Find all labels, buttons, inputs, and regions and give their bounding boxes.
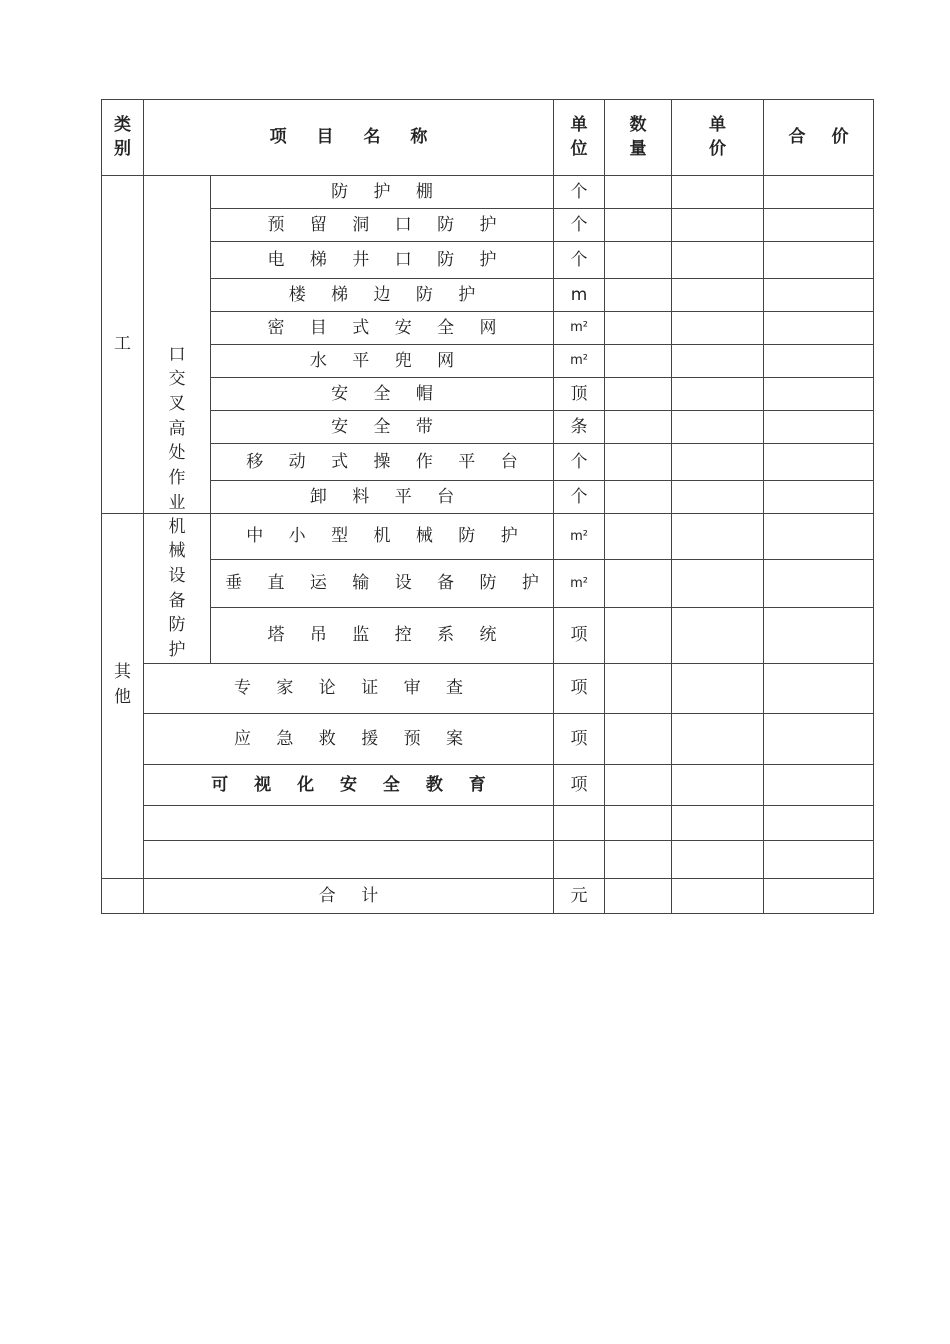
item-name-empty[interactable]	[144, 806, 554, 841]
table-row-empty	[102, 841, 874, 879]
safety-cost-table	[101, 99, 874, 914]
table-row	[102, 279, 874, 312]
item-name: 电 梯 井 口 防 护	[211, 242, 554, 279]
item-name: 专 家 论 证 审 查	[144, 664, 554, 714]
item-unit: m²	[554, 560, 605, 608]
total-cell[interactable]	[764, 411, 874, 444]
quantity-cell[interactable]	[605, 345, 672, 378]
unit-price-cell[interactable]	[672, 714, 764, 765]
quantity-cell[interactable]	[605, 806, 672, 841]
total-cell[interactable]	[764, 608, 874, 664]
unit-price-cell[interactable]	[672, 209, 764, 242]
item-name: 移 动 式 操 作 平 台	[211, 444, 554, 481]
total-cell[interactable]	[764, 279, 874, 312]
header-total: 合 价	[764, 100, 874, 176]
unit-price-cell[interactable]	[672, 312, 764, 345]
table-row	[102, 378, 874, 411]
item-name: 密 目 式 安 全 网	[211, 312, 554, 345]
header-row	[102, 100, 874, 176]
quantity-cell[interactable]	[605, 560, 672, 608]
quantity-cell[interactable]	[605, 514, 672, 560]
item-name: 安 全 带	[211, 411, 554, 444]
total-cell[interactable]	[764, 176, 874, 209]
unit-price-cell[interactable]	[672, 242, 764, 279]
item-name: 楼 梯 边 防 护	[211, 279, 554, 312]
unit-price-cell[interactable]	[672, 608, 764, 664]
cost-table-container	[101, 99, 874, 914]
total-row-category-cell	[102, 879, 144, 914]
table-row	[102, 312, 874, 345]
table-row	[102, 481, 874, 514]
item-unit: m²	[554, 514, 605, 560]
header-unit: 单位	[554, 100, 605, 176]
item-name-empty[interactable]	[144, 841, 554, 879]
category-label: 工	[114, 334, 131, 355]
table-row	[102, 765, 874, 806]
quantity-cell[interactable]	[605, 444, 672, 481]
subcategory-cell-machinery	[144, 514, 211, 664]
item-name: 水 平 兜 网	[211, 345, 554, 378]
unit-price-cell[interactable]	[672, 514, 764, 560]
table-row	[102, 411, 874, 444]
subcategory-label: 机械设备防护	[168, 516, 186, 660]
item-unit: 顶	[554, 378, 605, 411]
unit-price-cell[interactable]	[672, 765, 764, 806]
total-unit-price-cell[interactable]	[672, 879, 764, 914]
total-cell[interactable]	[764, 514, 874, 560]
table-row	[102, 209, 874, 242]
total-quantity-cell[interactable]	[605, 879, 672, 914]
total-cell[interactable]	[764, 209, 874, 242]
item-name: 中 小 型 机 械 防 护	[211, 514, 554, 560]
quantity-cell[interactable]	[605, 411, 672, 444]
total-cell[interactable]	[764, 765, 874, 806]
unit-price-cell[interactable]	[672, 279, 764, 312]
item-unit: 条	[554, 411, 605, 444]
total-cell[interactable]	[764, 806, 874, 841]
item-unit: 项	[554, 608, 605, 664]
table-row	[102, 444, 874, 481]
header-item-name: 项 目 名 称	[144, 100, 554, 176]
total-label: 合 计	[144, 879, 554, 914]
table-row	[102, 514, 874, 560]
item-unit: 个	[554, 242, 605, 279]
subcategory-cell-high-work	[144, 176, 211, 514]
quantity-cell[interactable]	[605, 841, 672, 879]
quantity-cell[interactable]	[605, 714, 672, 765]
table-row	[102, 242, 874, 279]
total-cell[interactable]	[764, 841, 874, 879]
item-name: 垂 直 运 输 设 备 防 护	[211, 560, 554, 608]
table-row	[102, 560, 874, 608]
unit-price-cell[interactable]	[672, 481, 764, 514]
total-cell[interactable]	[764, 242, 874, 279]
unit-price-cell[interactable]	[672, 841, 764, 879]
category-label: 其他	[114, 662, 131, 707]
item-unit: 个	[554, 481, 605, 514]
unit-price-cell[interactable]	[672, 664, 764, 714]
unit-price-cell[interactable]	[672, 806, 764, 841]
item-name: 应 急 救 援 预 案	[144, 714, 554, 765]
total-cell[interactable]	[764, 714, 874, 765]
item-unit: m	[554, 279, 605, 312]
total-cell[interactable]	[764, 378, 874, 411]
total-cell[interactable]	[764, 481, 874, 514]
quantity-cell[interactable]	[605, 608, 672, 664]
quantity-cell[interactable]	[605, 176, 672, 209]
unit-price-cell[interactable]	[672, 378, 764, 411]
item-name: 可 视 化 安 全 教 育	[144, 765, 554, 806]
header-unit-price: 单价	[672, 100, 764, 176]
total-cell[interactable]	[764, 312, 874, 345]
item-unit: 个	[554, 209, 605, 242]
header-quantity: 数量	[605, 100, 672, 176]
item-unit-empty[interactable]	[554, 841, 605, 879]
item-name: 预 留 洞 口 防 护	[211, 209, 554, 242]
quantity-cell[interactable]	[605, 209, 672, 242]
unit-price-cell[interactable]	[672, 345, 764, 378]
item-name: 防 护 棚	[211, 176, 554, 209]
total-cell[interactable]	[764, 560, 874, 608]
category-cell-gong	[102, 176, 144, 514]
grand-total-cell[interactable]	[764, 879, 874, 914]
quantity-cell[interactable]	[605, 279, 672, 312]
quantity-cell[interactable]	[605, 664, 672, 714]
quantity-cell[interactable]	[605, 242, 672, 279]
unit-price-cell[interactable]	[672, 176, 764, 209]
table-row	[102, 714, 874, 765]
total-unit: 元	[554, 879, 605, 914]
item-unit: m²	[554, 345, 605, 378]
item-unit: 项	[554, 714, 605, 765]
unit-price-cell[interactable]	[672, 560, 764, 608]
header-category: 类别	[102, 100, 144, 176]
item-name: 安 全 帽	[211, 378, 554, 411]
unit-price-cell[interactable]	[672, 444, 764, 481]
total-cell[interactable]	[764, 664, 874, 714]
subcategory-label: 口交叉高处作业	[168, 344, 186, 513]
table-row-empty	[102, 806, 874, 841]
table-row	[102, 664, 874, 714]
table-row	[102, 176, 874, 209]
item-name: 塔 吊 监 控 系 统	[211, 608, 554, 664]
total-row	[102, 879, 874, 914]
quantity-cell[interactable]	[605, 378, 672, 411]
table-row	[102, 345, 874, 378]
item-unit-empty[interactable]	[554, 806, 605, 841]
quantity-cell[interactable]	[605, 312, 672, 345]
item-unit: m²	[554, 312, 605, 345]
total-cell[interactable]	[764, 345, 874, 378]
item-unit: 个	[554, 176, 605, 209]
quantity-cell[interactable]	[605, 481, 672, 514]
unit-price-cell[interactable]	[672, 411, 764, 444]
item-unit: 个	[554, 444, 605, 481]
total-cell[interactable]	[764, 444, 874, 481]
item-name: 卸 料 平 台	[211, 481, 554, 514]
item-unit: 项	[554, 765, 605, 806]
table-row	[102, 608, 874, 664]
item-unit: 项	[554, 664, 605, 714]
category-cell-other	[102, 514, 144, 879]
quantity-cell[interactable]	[605, 765, 672, 806]
